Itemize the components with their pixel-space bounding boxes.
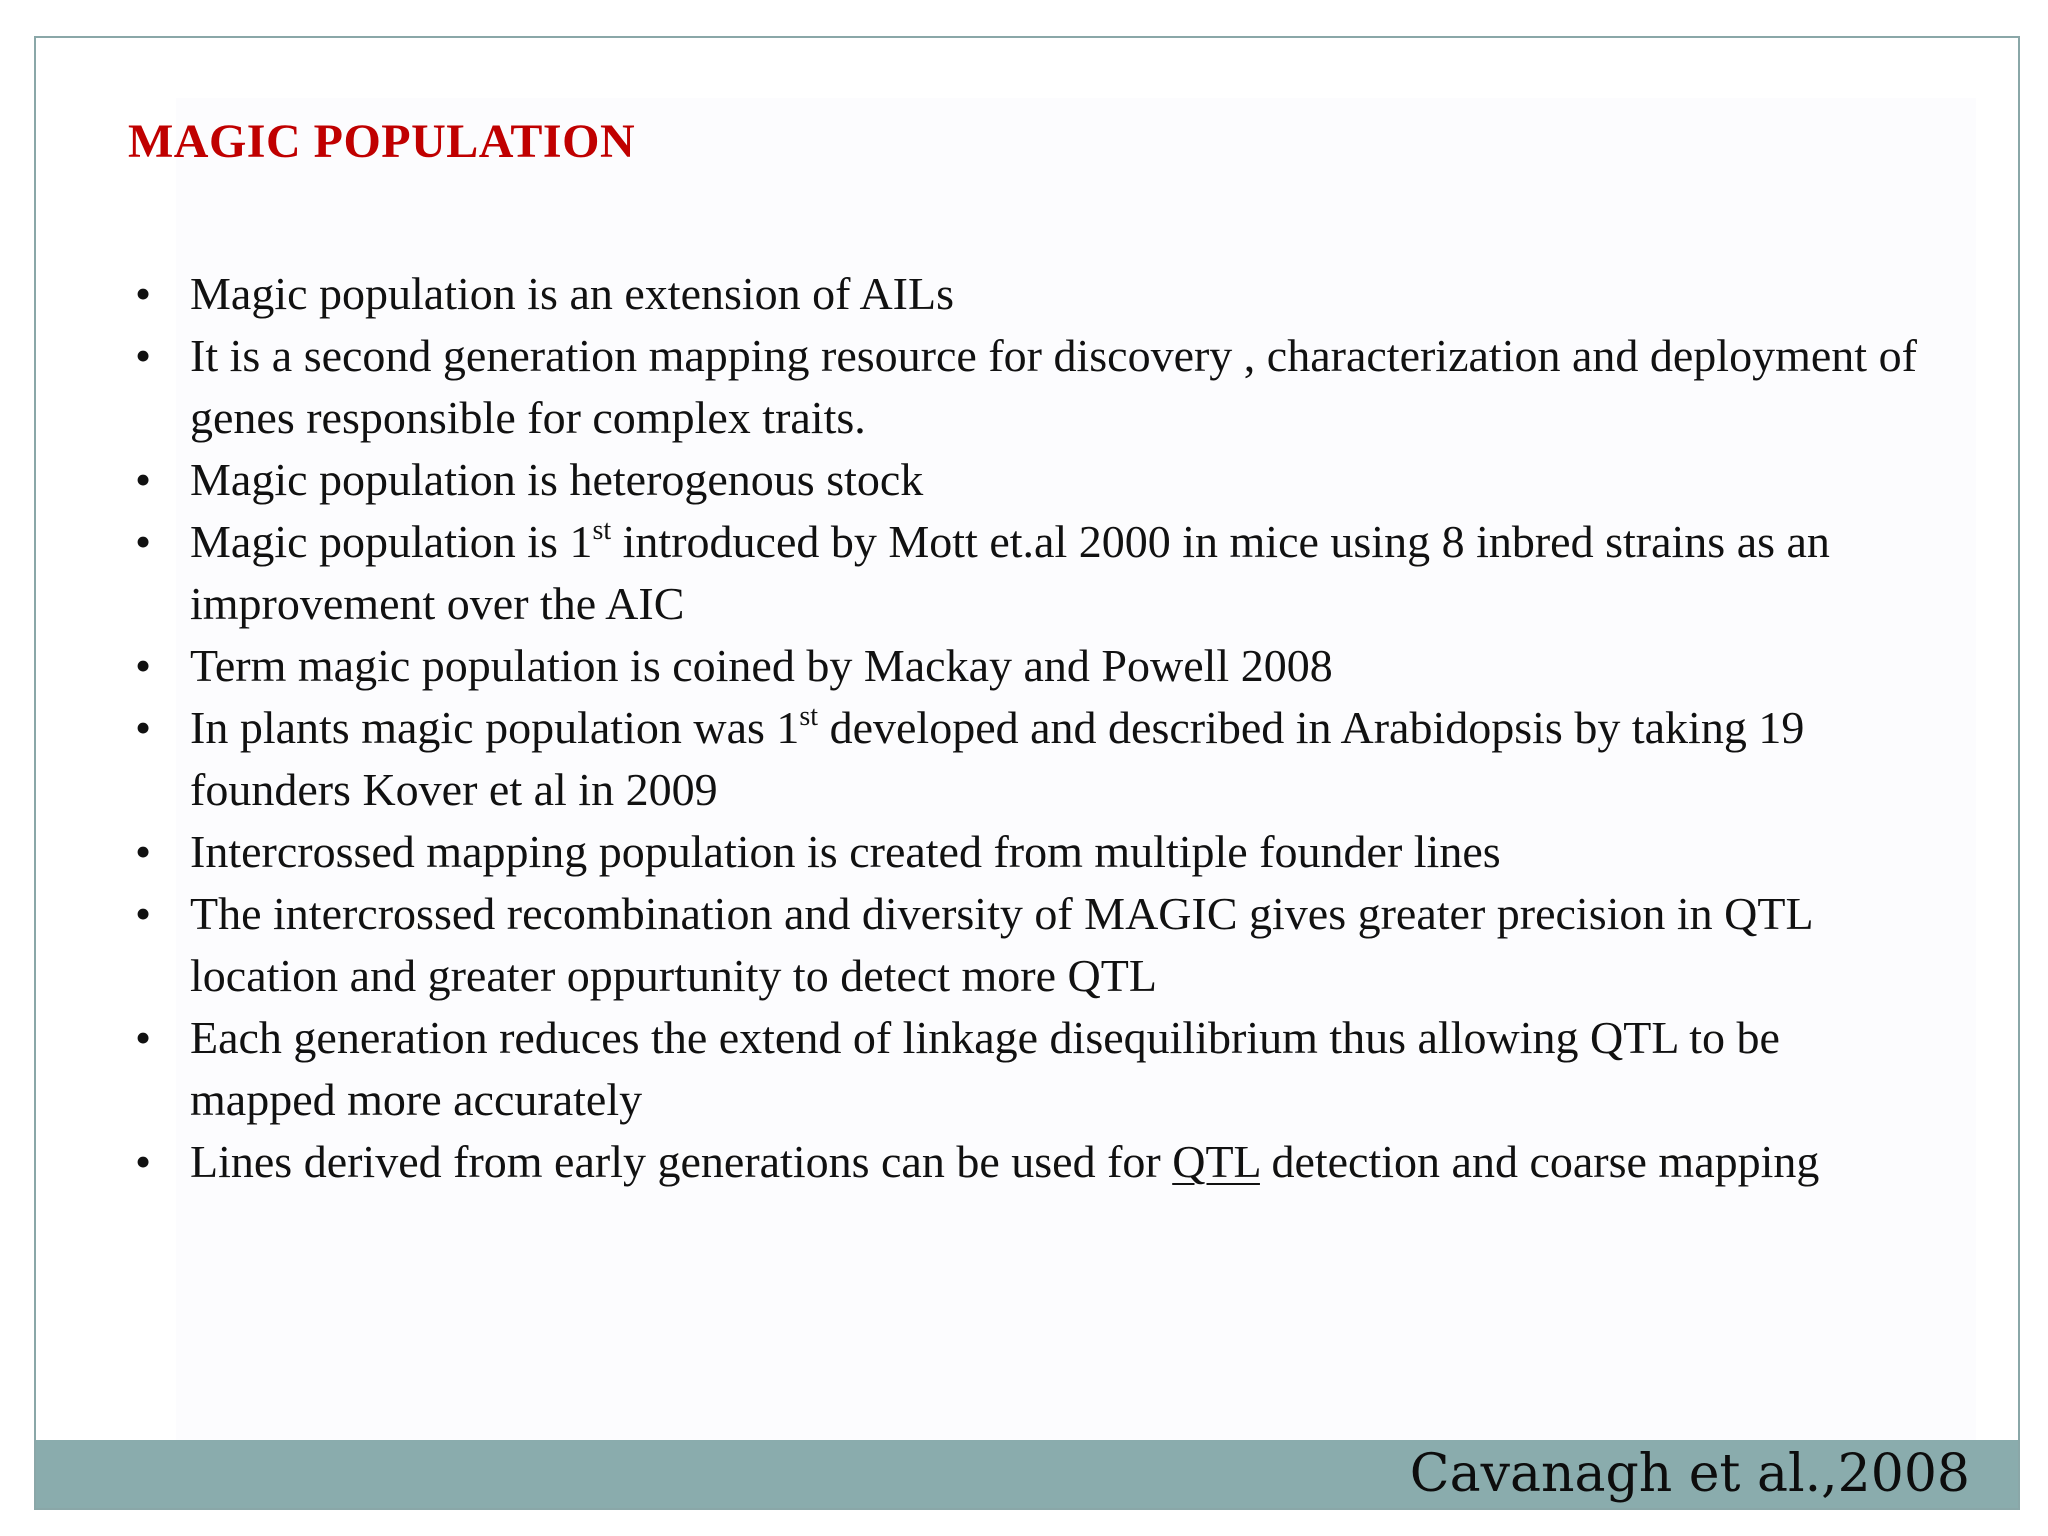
underlined-term-qtl: QTL [1172,1136,1260,1187]
bullet-dot: • [134,268,152,319]
slide [34,36,2020,1510]
bullet-text-start: Lines derived from early generations can be used for [190,1136,1173,1187]
bullet-item [128,635,1928,697]
bullet-item [128,449,1928,511]
bullet-item [128,511,1928,635]
slide-title: MAGIC POPULATION [128,115,636,168]
bullet-text: Term magic population is coined by Mackay and Powell 2008 [190,640,1333,691]
bullet-item [128,263,1928,325]
bullet-dot: • [134,1136,152,1187]
citation: Cavanagh et al.,2008 [1409,1444,1970,1504]
ordinal-superscript: st [799,701,819,732]
bullet-item [128,1131,1928,1193]
bullet-dot: • [134,702,152,753]
bullet-text: The intercrossed recombination and diversity of MAGIC gives greater precision in QTL location and greater oppurtunity to detect more QTL [190,888,1812,1001]
bullet-text: Magic population is an extension of AILs [190,268,954,319]
footer-bar [36,1440,2018,1508]
bullet-text-end: developed and described in Arabidopsis by taking 19 founders Kover et al in 2009 [190,702,1805,815]
bullet-list [128,263,1928,1193]
bullet-text-start: Magic population is 1 [190,516,593,567]
bullet-item [128,883,1928,1007]
bullet-dot: • [134,330,152,381]
ordinal-superscript: st [592,515,612,546]
bullet-text-start: In plants magic population was 1 [190,702,800,753]
bullet-text-end: detection and coarse mapping [1259,1136,1820,1187]
bullet-text: It is a second generation mapping resource for discovery , characterization and deployment of genes responsible for complex traits. [190,330,1917,443]
bullet-dot: • [134,888,152,939]
bullet-item [128,325,1928,449]
bullet-text: Magic population is heterogenous stock [190,454,924,505]
bullet-text: Intercrossed mapping population is created from multiple founder lines [190,826,1501,877]
bullet-dot: • [134,516,152,567]
bullet-text: Each generation reduces the extend of linkage disequilibrium thus allowing QTL to be mapped more accurately [190,1012,1780,1125]
bullet-dot: • [134,1012,152,1063]
bullet-item [128,821,1928,883]
bullet-item [128,1007,1928,1131]
bullet-dot: • [134,454,152,505]
bullet-dot: • [134,640,152,691]
bullet-text-end: introduced by Mott et.al 2000 in mice using 8 inbred strains as an improvement over the AIC [190,516,1830,629]
bullet-dot: • [134,826,152,877]
bullet-item [128,697,1928,821]
